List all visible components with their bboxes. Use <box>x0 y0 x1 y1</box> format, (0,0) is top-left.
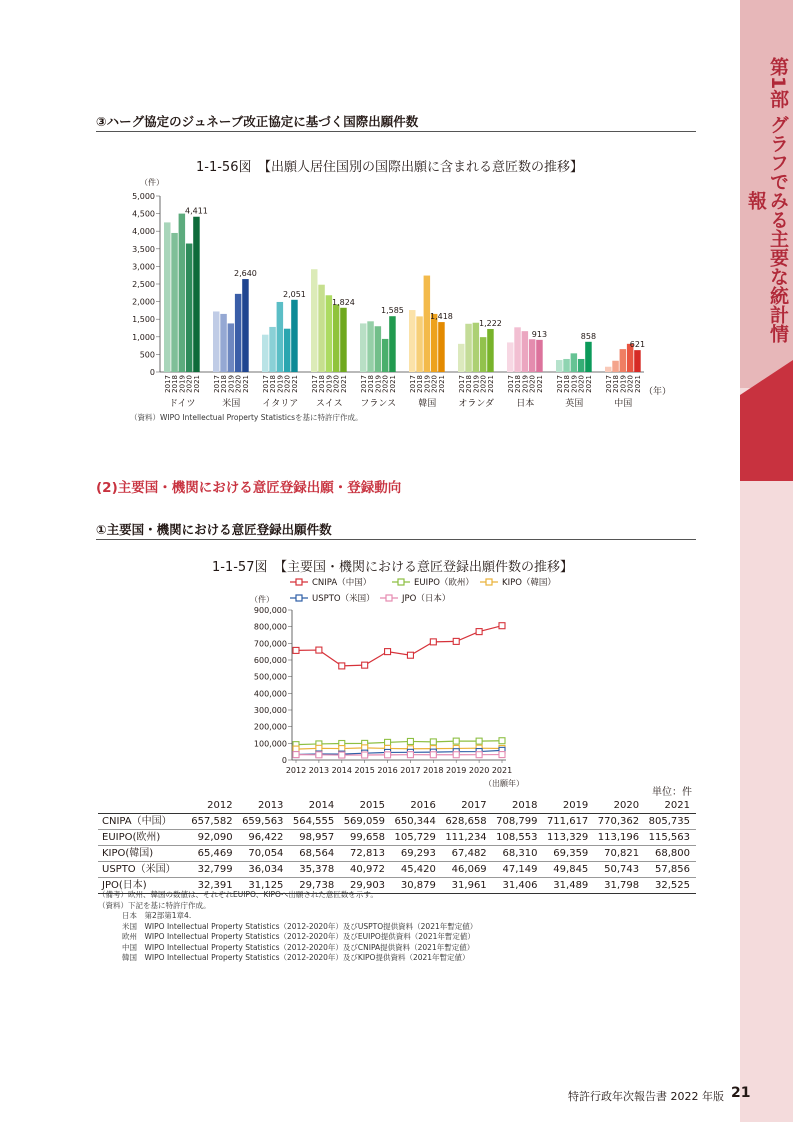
bar-data-label: 1,585 <box>380 306 404 316</box>
bar <box>291 300 298 372</box>
table-cell: 108,553 <box>493 830 544 846</box>
table-year-header: 2014 <box>289 798 340 814</box>
table-row-label: EUIPO(欧州) <box>98 830 188 846</box>
table-row-label: KIPO(韓国) <box>98 846 188 862</box>
series-point <box>499 623 505 629</box>
bar-year-label: 2018 <box>612 375 621 393</box>
table-cell: 92,090 <box>188 830 239 846</box>
table-cell: 659,563 <box>239 814 290 830</box>
bar-year-label: 2021 <box>388 375 397 393</box>
series-point <box>430 639 436 645</box>
bar-year-label: 2020 <box>528 375 537 393</box>
table-cell: 770,362 <box>594 814 645 830</box>
bar-year-label: 2020 <box>381 375 390 393</box>
line-x-tick: 2016 <box>377 766 398 775</box>
series-line <box>296 750 502 754</box>
line-y-tick: 800,000 <box>253 622 287 632</box>
design-applications-table <box>98 798 696 894</box>
series-line <box>296 741 502 745</box>
bar <box>480 337 487 372</box>
series-point <box>316 752 322 758</box>
table-year-header: 2018 <box>493 798 544 814</box>
bar <box>563 359 570 372</box>
bar-year-label: 2020 <box>332 375 341 393</box>
bar-year-label: 2020 <box>234 375 243 393</box>
bar-year-label: 2019 <box>178 375 187 393</box>
bar-y-tick: 2,500 <box>132 280 155 289</box>
bar-year-label: 2021 <box>584 375 593 393</box>
line-x-tick: 2013 <box>308 766 330 775</box>
table-cell: 32,525 <box>645 878 696 894</box>
page-number: 21 <box>731 1085 751 1101</box>
bar-year-label: 2017 <box>555 375 564 393</box>
table-row <box>98 830 696 846</box>
bar-group-label: 日本 <box>516 399 535 409</box>
line-x-tick: 2018 <box>423 766 444 775</box>
legend-marker <box>296 579 302 585</box>
line-x-tick: 2019 <box>446 766 467 775</box>
bar-y-tick: 3,500 <box>132 244 155 254</box>
bar <box>213 311 220 372</box>
table-year-header: 2013 <box>239 798 290 814</box>
bar <box>458 344 465 372</box>
table-cell: 105,729 <box>391 830 442 846</box>
bar-year-label: 2017 <box>457 375 466 393</box>
bar-year-label: 2021 <box>437 375 446 393</box>
table-cell: 31,125 <box>239 878 290 894</box>
series-point <box>453 752 459 758</box>
bar-year-label: 2019 <box>423 375 432 393</box>
table-unit: 単位：件 <box>652 787 692 798</box>
bar-data-label: 913 <box>531 329 548 339</box>
bar-chart-56 <box>96 172 696 412</box>
table-header-row <box>98 798 696 814</box>
bar <box>179 214 186 372</box>
table-row <box>98 814 696 830</box>
series-point <box>407 738 413 744</box>
line-chart-57 <box>200 574 560 794</box>
bar <box>220 314 227 372</box>
chapter-label: 第1章 <box>791 421 810 465</box>
table-row <box>98 846 696 862</box>
bar <box>242 279 249 372</box>
table-cell: 650,344 <box>391 814 442 830</box>
table-cell: 564,555 <box>289 814 340 830</box>
line-x-tick: 2021 <box>491 766 513 775</box>
bar-year-label: 2018 <box>318 375 327 393</box>
series-point <box>499 752 505 758</box>
table-cell: 47,149 <box>493 862 544 878</box>
table-cell: 711,617 <box>543 814 594 830</box>
line-y-tick: 200,000 <box>253 722 287 732</box>
line-y-tick: 400,000 <box>253 689 287 699</box>
bar <box>416 316 423 372</box>
bar-data-label: 858 <box>580 331 597 341</box>
bar-y-tick: 4,000 <box>132 227 155 237</box>
table-cell: 29,903 <box>340 878 391 894</box>
bar <box>612 361 619 372</box>
series-point <box>476 629 482 635</box>
table-note-line: （資料）下記を基に特許庁作成。 <box>98 900 211 910</box>
bar <box>514 327 521 372</box>
bar-year-label: 2021 <box>192 375 201 393</box>
table-row-label: CNIPA（中国） <box>98 814 188 830</box>
legend-label: JPO（日本） <box>402 594 451 604</box>
legend-marker <box>296 595 302 601</box>
series-point <box>385 739 391 745</box>
line-y-tick: 0 <box>281 756 287 765</box>
series-point <box>385 649 391 655</box>
series-point <box>316 647 322 653</box>
bar-group-label: 韓国 <box>418 399 437 409</box>
bar <box>284 329 291 372</box>
bar <box>235 294 242 372</box>
series-point <box>316 745 322 751</box>
table-cell: 31,961 <box>442 878 493 894</box>
bar <box>262 335 269 372</box>
series-point <box>385 752 391 758</box>
bar-y-unit: （件） <box>140 178 164 187</box>
footer-text: 特許行政年次報告書 2022 年版 <box>568 1090 724 1103</box>
legend-label: EUIPO（欧州） <box>414 578 474 588</box>
table-cell: 68,310 <box>493 846 544 862</box>
bar <box>269 327 276 372</box>
legend-marker <box>386 595 392 601</box>
bar-y-tick: 2,000 <box>132 297 155 307</box>
table-cell: 99,658 <box>340 830 391 846</box>
bar-year-label: 2017 <box>604 375 613 393</box>
bar <box>409 310 416 372</box>
table-cell: 67,482 <box>442 846 493 862</box>
bar <box>186 244 193 372</box>
bar-year-label: 2018 <box>563 375 572 393</box>
bar-year-label: 2018 <box>269 375 278 393</box>
bar-year-label: 2019 <box>325 375 334 393</box>
bar-year-label: 2020 <box>430 375 439 393</box>
table-cell: 65,469 <box>188 846 239 862</box>
bar-year-label: 2017 <box>163 375 172 393</box>
legend-marker <box>398 579 404 585</box>
bar-y-tick: 0 <box>149 368 155 377</box>
table-year-header: 2020 <box>594 798 645 814</box>
figure-57-title: 1-1-57図 【主要国・機関における意匠登録出願件数の推移】 <box>212 560 573 575</box>
bar-year-label: 2018 <box>465 375 474 393</box>
table-cell: 113,329 <box>543 830 594 846</box>
table-row-label: JPO(日本) <box>98 878 188 894</box>
table-cell: 69,293 <box>391 846 442 862</box>
bar-group-label: ドイツ <box>168 399 196 409</box>
bar <box>556 360 563 372</box>
bar-data-label: 1,824 <box>331 297 355 307</box>
bar <box>375 326 382 372</box>
legend-label: USPTO（米国） <box>312 594 375 604</box>
series-point <box>293 752 299 758</box>
bar-year-label: 2021 <box>339 375 348 393</box>
table-cell: 31,406 <box>493 878 544 894</box>
figure-56-title: 1-1-56図 【出願人居住国別の国際出願に含まれる意匠数の推移】 <box>196 160 583 175</box>
table-note-line: 日本 第2部第1章4. <box>122 911 192 920</box>
bar-data-label: 1,222 <box>478 318 502 328</box>
table-notes <box>98 890 477 964</box>
bar <box>164 222 171 372</box>
bar <box>360 323 367 372</box>
table-cell: 111,234 <box>442 830 493 846</box>
bar-data-label: 2,640 <box>233 269 257 279</box>
bar-year-label: 2017 <box>408 375 417 393</box>
bar <box>507 342 514 372</box>
series-point <box>339 663 345 669</box>
table-cell: 35,378 <box>289 862 340 878</box>
bar-data-label: 621 <box>629 340 646 350</box>
table-cell: 708,799 <box>493 814 544 830</box>
bar <box>382 339 389 372</box>
bar-y-tick: 1,500 <box>132 315 155 325</box>
line-y-tick: 700,000 <box>253 639 287 649</box>
line-x-unit: （出願年） <box>484 779 524 788</box>
bar-year-label: 2020 <box>283 375 292 393</box>
table-year-header: 2015 <box>340 798 391 814</box>
bar-group-label: 中国 <box>614 399 633 409</box>
bar-year-label: 2020 <box>626 375 635 393</box>
line-y-tick: 100,000 <box>253 739 287 749</box>
line-x-tick: 2020 <box>468 766 490 775</box>
bar-year-label: 2017 <box>261 375 270 393</box>
series-line <box>296 748 502 749</box>
bar <box>431 314 438 372</box>
table-year-header: 2012 <box>188 798 239 814</box>
section2-red-heading: (2)主要国・機関における意匠登録出願・登録動向 <box>96 480 402 496</box>
series-point <box>430 752 436 758</box>
bar <box>578 359 585 372</box>
bar <box>228 323 235 372</box>
bar <box>585 342 592 372</box>
bar <box>571 353 578 372</box>
table-cell: 68,800 <box>645 846 696 862</box>
table-cell: 69,359 <box>543 846 594 862</box>
series-point <box>476 752 482 758</box>
table-cell: 31,798 <box>594 878 645 894</box>
legend-label: KIPO（韓国） <box>502 578 556 588</box>
table-cell: 29,738 <box>289 878 340 894</box>
section2-heading: ①主要国・機関における意匠登録出願件数 <box>96 522 332 537</box>
table-row-label: USPTO（米国） <box>98 862 188 878</box>
bar <box>333 304 340 372</box>
bar-y-tick: 4,500 <box>132 209 155 219</box>
bar <box>465 324 472 372</box>
bar-year-label: 2017 <box>310 375 319 393</box>
table-cell: 68,564 <box>289 846 340 862</box>
bar-data-label: 4,411 <box>184 206 208 216</box>
bar <box>311 269 318 372</box>
bar-year-label: 2017 <box>212 375 221 393</box>
bar-year-label: 2017 <box>506 375 515 393</box>
bar-year-label: 2021 <box>241 375 250 393</box>
bar <box>620 349 627 372</box>
table-cell: 569,059 <box>340 814 391 830</box>
table-year-header: 2021 <box>645 798 696 814</box>
bar-year-label: 2021 <box>290 375 299 393</box>
bar-year-label: 2019 <box>374 375 383 393</box>
bar-group-label: 英国 <box>565 399 584 409</box>
figure-56-source: （資料）WIPO Intellectual Property Statisticsを基に特許庁作成。 <box>130 413 363 422</box>
bar-year-label: 2017 <box>359 375 368 393</box>
chapter-tab-corner <box>740 360 793 395</box>
bar <box>438 322 445 372</box>
series-point <box>362 752 368 758</box>
table-cell: 72,813 <box>340 846 391 862</box>
bar-group-label: オランダ <box>458 399 495 409</box>
series-point <box>407 752 413 758</box>
table-cell: 70,054 <box>239 846 290 862</box>
bar <box>171 233 178 372</box>
series-point <box>430 739 436 745</box>
series-line <box>296 626 502 666</box>
bar <box>367 321 374 372</box>
series-point <box>499 738 505 744</box>
table-cell: 46,069 <box>442 862 493 878</box>
table-cell: 98,957 <box>289 830 340 846</box>
table-cell: 49,845 <box>543 862 594 878</box>
table-cell: 32,391 <box>188 878 239 894</box>
bar-group-label: 米国 <box>222 399 241 409</box>
series-point <box>407 652 413 658</box>
line-x-tick: 2014 <box>331 766 352 775</box>
bar <box>193 217 200 372</box>
bar-year-label: 2019 <box>619 375 628 393</box>
table-cell: 30,879 <box>391 878 442 894</box>
table-cell: 32,799 <box>188 862 239 878</box>
table-cell: 36,034 <box>239 862 290 878</box>
bar-group-label: スイス <box>315 399 343 409</box>
legend-label: CNIPA（中国） <box>312 578 372 588</box>
bar-y-tick: 1,000 <box>132 332 155 342</box>
table-year-header: 2016 <box>391 798 442 814</box>
series-point <box>293 647 299 653</box>
bar <box>522 331 529 372</box>
bar <box>605 367 612 372</box>
series-point <box>362 662 368 668</box>
bar-y-tick: 500 <box>139 350 155 360</box>
series-point <box>476 738 482 744</box>
bar-year-label: 2020 <box>479 375 488 393</box>
bar <box>487 329 494 372</box>
bar-year-label: 2018 <box>416 375 425 393</box>
table-cell: 657,582 <box>188 814 239 830</box>
bar <box>634 350 641 372</box>
bar-year-label: 2019 <box>227 375 236 393</box>
bar-year-label: 2020 <box>577 375 586 393</box>
table-cell: 113,196 <box>594 830 645 846</box>
table-note-line: 中国 WIPO Intellectual Property Statistics（2012-2020年）及びCNIPA提供資料（2021年暫定値） <box>122 942 475 952</box>
table-cell: 45,420 <box>391 862 442 878</box>
series-point <box>453 738 459 744</box>
bar-x-unit: （年） <box>644 387 672 397</box>
bar <box>529 339 536 372</box>
bar-year-label: 2019 <box>472 375 481 393</box>
table-cell: 115,563 <box>645 830 696 846</box>
table-cell: 31,489 <box>543 878 594 894</box>
bar <box>340 308 347 372</box>
line-x-tick: 2015 <box>354 766 375 775</box>
part-label: 第1部 グラフでみる主要な統計情報 <box>745 57 789 343</box>
series-point <box>339 752 345 758</box>
table-row <box>98 862 696 878</box>
section1-heading: ③ハーグ協定のジュネーブ改正協定に基づく国際出願件数 <box>96 114 419 129</box>
bar-data-label: 1,418 <box>429 312 453 322</box>
bar-year-label: 2018 <box>171 375 180 393</box>
bar-year-label: 2018 <box>220 375 229 393</box>
table-cell: 805,735 <box>645 814 696 830</box>
legend-marker <box>486 579 492 585</box>
table-cell: 96,422 <box>239 830 290 846</box>
table-corner <box>98 798 188 814</box>
line-x-tick: 2017 <box>400 766 421 775</box>
table-note-line: 韓国 WIPO Intellectual Property Statistics（2012-2020年）及びKIPO提供資料（2021年暫定値） <box>122 953 470 962</box>
bar-year-label: 2019 <box>570 375 579 393</box>
table-cell: 50,743 <box>594 862 645 878</box>
section2-rule <box>96 539 696 540</box>
table-cell: 57,856 <box>645 862 696 878</box>
bar-year-label: 2018 <box>514 375 523 393</box>
table-cell: 40,972 <box>340 862 391 878</box>
bar-year-label: 2021 <box>535 375 544 393</box>
table-note-line: 米国 WIPO Intellectual Property Statistics（2012-2020年）及びUSPTO提供資料（2021年暫定値） <box>122 921 478 931</box>
bar-year-label: 2021 <box>486 375 495 393</box>
table-cell: 70,821 <box>594 846 645 862</box>
bar-group-label: フランス <box>360 399 397 409</box>
line-y-tick: 600,000 <box>253 656 287 665</box>
table-year-header: 2019 <box>543 798 594 814</box>
line-y-tick: 300,000 <box>253 706 287 715</box>
table-cell: 628,658 <box>442 814 493 830</box>
bar <box>473 323 480 372</box>
line-y-tick: 500,000 <box>253 672 287 682</box>
line-x-tick: 2012 <box>285 766 307 775</box>
bar-data-label: 2,051 <box>282 289 306 299</box>
bar-y-tick: 5,000 <box>132 192 155 201</box>
bar-year-label: 2018 <box>367 375 376 393</box>
bar-y-tick: 3,000 <box>132 262 155 272</box>
bar <box>389 316 396 372</box>
bar <box>277 302 284 372</box>
series-point <box>453 638 459 644</box>
bar <box>318 285 325 372</box>
bar-year-label: 2019 <box>276 375 285 393</box>
line-y-unit: （件） <box>250 595 274 604</box>
bar-year-label: 2019 <box>521 375 530 393</box>
table-year-header: 2017 <box>442 798 493 814</box>
bar <box>536 340 543 372</box>
line-y-tick: 900,000 <box>253 606 287 615</box>
table-note-line: （備考）欧州、韓国の数値は、それぞれEUIPO、KIPOへ出願された意匠数を示す。 <box>98 890 378 899</box>
bar-year-label: 2020 <box>185 375 194 393</box>
bar-group-label: イタリア <box>262 399 299 409</box>
bar <box>424 276 431 372</box>
bar-year-label: 2021 <box>633 375 642 393</box>
table-note-line: 欧州 WIPO Intellectual Property Statistics（2012-2020年）及びEUIPO提供資料（2021年暫定値） <box>122 932 475 941</box>
section1-rule <box>96 131 696 132</box>
